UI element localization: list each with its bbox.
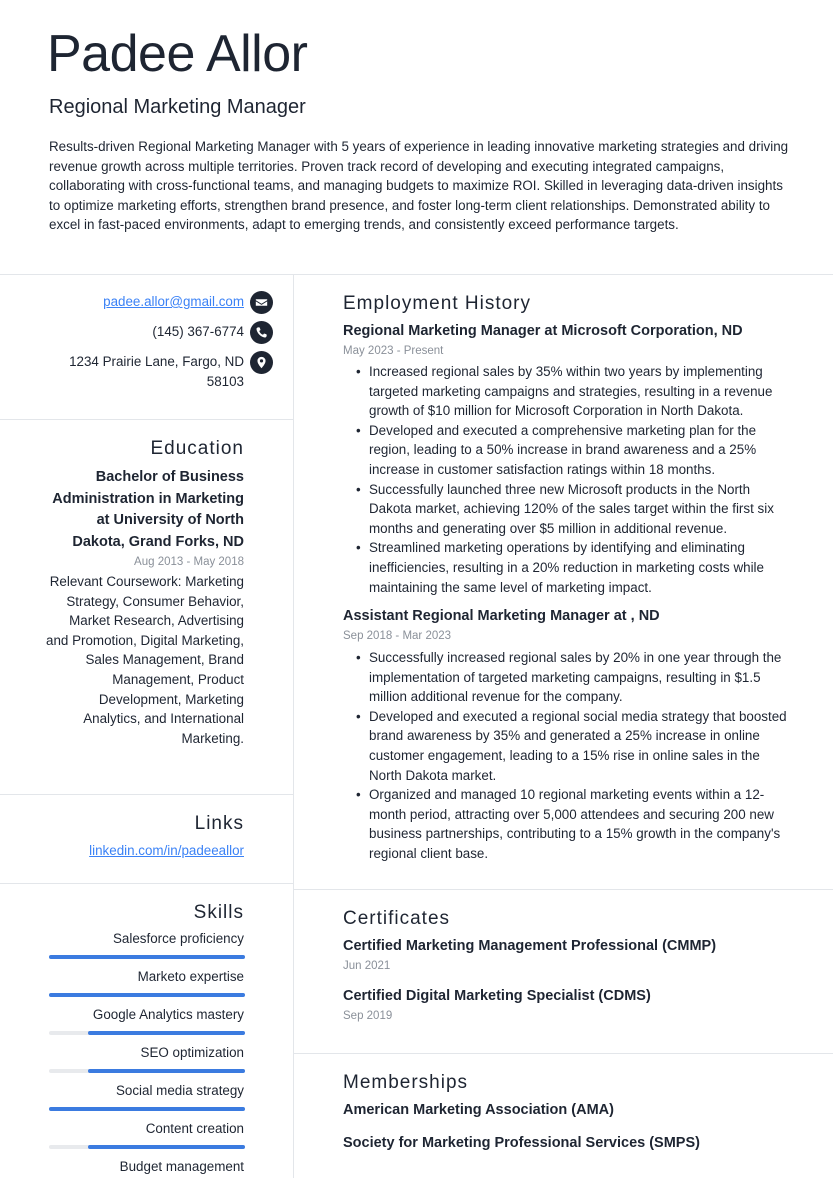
memberships-heading: Memberships: [343, 1072, 469, 1093]
location-pin-icon: [250, 351, 273, 374]
certificate-date: Jun 2021: [343, 960, 391, 972]
address-text: 1234 Prairie Lane, Fargo, ND 58103: [69, 354, 244, 389]
membership-item: American Marketing Association (AMA): [343, 1102, 614, 1118]
skill-label: Social media strategy: [115, 1083, 244, 1098]
column-divider: [293, 275, 294, 1178]
employment-heading: Employment History: [343, 293, 531, 314]
skill-level-fill: [49, 955, 245, 959]
education-degree: Bachelor of Business Administration in Marketing at University of North Dakota, Grand Forks, ND: [52, 469, 244, 550]
education-heading: Education: [150, 438, 244, 459]
job-bullets: [343, 362, 793, 597]
job-bullet: • Successfully launched three new Microsoft products in the North Dakota market, achieving 120% of the sales target within the first six months and generating over $5 million in additional revenue.: [343, 480, 793, 539]
job-bullet: • Developed and executed a regional social media strategy that boosted brand awareness by 35% and generated a 25% increase in online customer engagement, leading to a 15% rise in online sales in the North Dakota market.: [343, 707, 793, 785]
skills-heading: Skills: [193, 902, 244, 923]
certificates-heading: Certificates: [343, 908, 451, 929]
skill-level-fill: [49, 1107, 245, 1111]
skill-level-fill: [88, 1031, 245, 1035]
job-bullet: • Increased regional sales by 35% within two years by implementing targeted marketing campaigns and strategies, resulting in a revenue growth of $10 million for Microsoft Corporation in North Dakota.: [343, 362, 793, 421]
summary-paragraph: Results-driven Regional Marketing Manager with 5 years of experience in leading innovative marketing strategies and driving revenue growth across multiple territories. Proven track record of developing and executing integrated campaigns, collaborating with cross-functional teams, and managing budgets to maximize ROI. Skilled in leveraging data-driven insights to optimize marketing efforts, strengthen brand presence, and foster long-term client relationships. Demonstrated ability to excel in fast-paced environments, adapt to emerging trends, and consistently exceed performance targets.: [49, 139, 789, 233]
skill-level-bar: [49, 1145, 245, 1149]
education-dates: Aug 2013 - May 2018: [134, 556, 244, 568]
header-divider: [0, 274, 833, 275]
certificate-name: Certified Marketing Management Professional (CMMP): [343, 938, 717, 954]
skill-level-bar: [49, 955, 245, 959]
links-divider: [0, 883, 293, 884]
certificate-date: Sep 2019: [343, 1010, 393, 1022]
education-divider: [0, 794, 293, 795]
certificates-divider: [294, 1053, 833, 1054]
job-dates: Sep 2018 - Mar 2023: [343, 630, 452, 642]
certificate-name: Certified Digital Marketing Specialist (CDMS): [343, 988, 651, 1004]
linkedin-link[interactable]: linkedin.com/in/padeeallor: [89, 843, 244, 858]
envelope-icon: [250, 291, 273, 314]
skill-level-bar: [49, 1031, 245, 1035]
skill-level-bar: [49, 1107, 245, 1111]
contact-divider: [0, 419, 293, 420]
job-title: Regional Marketing Manager at Microsoft Corporation, ND: [343, 323, 743, 339]
job-dates: May 2023 - Present: [343, 345, 444, 357]
job-bullets: [343, 648, 793, 864]
skill-level-fill: [88, 1069, 245, 1073]
skill-label: SEO optimization: [140, 1045, 244, 1060]
candidate-name: Padee Allor: [47, 25, 308, 83]
skill-label: Google Analytics mastery: [92, 1007, 244, 1022]
links-heading: Links: [194, 813, 244, 834]
skill-label: Budget management: [119, 1159, 244, 1174]
job-bullet: • Developed and executed a comprehensive marketing plan for the region, leading to a 50% increase in brand awareness and a 25% increase in customer satisfaction ratings within 18 months.: [343, 421, 793, 480]
skill-label: Salesforce proficiency: [113, 931, 244, 946]
membership-item: Society for Marketing Professional Services (SMPS): [343, 1135, 700, 1151]
candidate-title: Regional Marketing Manager: [49, 96, 306, 118]
phone-text: (145) 367-6774: [152, 324, 244, 339]
job-bullet: • Organized and managed 10 regional marketing events within a 12-month period, attracting over 5,000 attendees and securing 200 new business partnerships, contributing to a 15% growth in the company's regional client base.: [343, 785, 793, 863]
education-coursework: Relevant Coursework: Marketing Strategy, Consumer Behavior, Market Research, Advertising and Promotion, Digital Marketing, Sales Management, Brand Management, Product Development, Marketing Analytics, and International Marketing.: [46, 574, 244, 746]
skill-label: Content creation: [145, 1121, 244, 1136]
job-title: Assistant Regional Marketing Manager at , ND: [343, 608, 660, 624]
job-bullet: • Successfully increased regional sales by 20% in one year through the implementation of targeted marketing campaigns, resulting in $1.5 million additional revenue for the company.: [343, 648, 793, 707]
skill-level-fill: [88, 1145, 245, 1149]
skill-level-fill: [49, 993, 245, 997]
skill-level-bar: [49, 993, 245, 997]
job-bullet: • Streamlined marketing operations by identifying and eliminating inefficiencies, resulting in a 20% reduction in marketing costs while maintaining the same level of marketing impact.: [343, 538, 793, 597]
skill-level-bar: [49, 1069, 245, 1073]
email-link[interactable]: padee.allor@gmail.com: [103, 294, 244, 309]
skill-label: Marketo expertise: [137, 969, 244, 984]
employment-divider: [294, 889, 833, 890]
phone-icon: [250, 321, 273, 344]
